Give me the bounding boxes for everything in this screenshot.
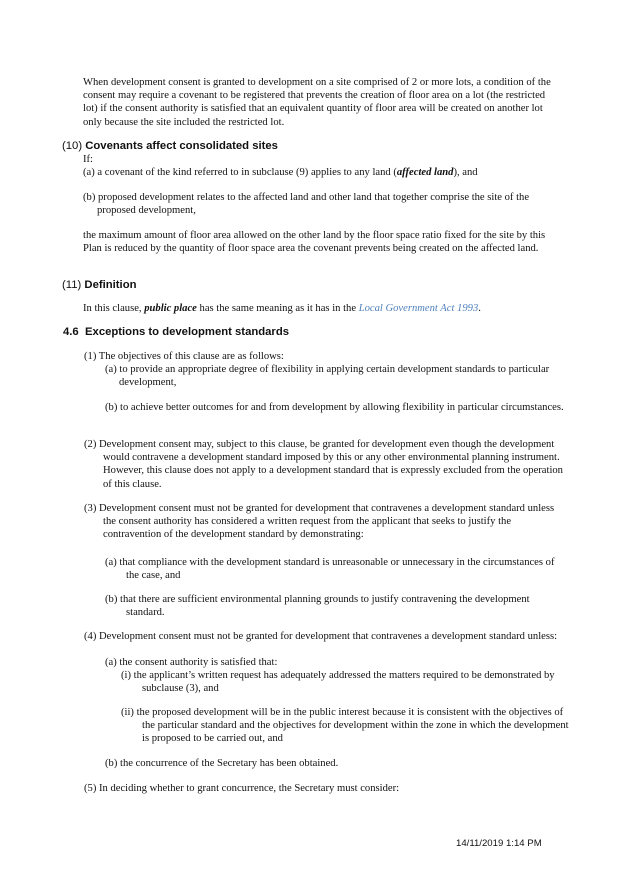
- subclause-10-item-a: [83, 166, 557, 179]
- subclause-10-closing: the maximum amount of floor area allowed on the other land by the floor space ratio fixed for the site by this Plan is reduced by the quantity of floor space area the covenant prevents being created on the affected land.: [83, 230, 546, 255]
- clause-4-6-subclause-2: (2) Development consent may, subject to this clause, be granted for development even though the development would contravene a development standard imposed by this or any other environmental planning instrument. However, this clause does not apply to a development standard that is expressly excluded from the operation of this clause.: [84, 439, 563, 490]
- subclause-4-item-a-i: (i) the applicant’s written request has adequately addressed the matters required to be demonstrated by subclause (3), and: [121, 670, 555, 695]
- clause-4-6-subclause-5: (5) In deciding whether to grant concurrence, the Secretary must consider:: [84, 783, 400, 794]
- subclause-10-item-b: (b) proposed development relates to the affected land and other land that together comprise the site of the proposed development,: [83, 192, 530, 217]
- subclause-1-item-b: (b) to achieve better outcomes for and from development by allowing flexibility in particular circumstances.: [105, 402, 564, 413]
- subclause-4-item-b: (b) the concurrence of the Secretary has been obtained.: [105, 758, 339, 769]
- intro-paragraph: When development consent is granted to development on a site comprised of 2 or more lots, a condition of the consent may require a covenant to be registered that prevents the creation of floor area on a lot (the restricted lot) if the consent authority is satisfied that an equivalent quantity of floor area will be created on another lot only because the site included the restricted lot.: [83, 77, 551, 128]
- subclause-number: (11): [62, 279, 82, 291]
- defined-term: public place: [144, 303, 197, 314]
- subclause-title: Definition: [84, 279, 137, 291]
- subclause-4-item-a: (a) the consent authority is satisfied that:: [105, 657, 278, 668]
- clause-number: 4.6: [63, 326, 79, 338]
- item-a-text: (a) a covenant of the kind referred to in subclause (9) applies to any land (: [83, 167, 397, 178]
- clause-4-6-subclause-4: (4) Development consent must not be granted for development that contravenes a development standard unless:: [84, 631, 558, 642]
- print-timestamp: 14/11/2019 1:14 PM: [456, 838, 542, 849]
- subclause-1-item-a: (a) to provide an appropriate degree of flexibility in applying certain development standards to particular development,: [105, 364, 550, 389]
- clause-4-6-subclause-1: (1) The objectives of this clause are as follows:: [84, 351, 284, 362]
- subclause-title: Covenants affect consolidated sites: [85, 140, 278, 152]
- clause-4-6-subclause-3: (3) Development consent must not be granted for development that contravenes a development standard unless the consent authority has considered a written request from the applicant that seeks to justify the contravention of the development standard by demonstrating:: [84, 503, 555, 541]
- subclause-number: (10): [62, 140, 83, 152]
- definition-end: .: [478, 303, 481, 314]
- definition-middle: has the same meaning as it has in the: [196, 303, 359, 314]
- subclause-10-heading: [62, 139, 562, 153]
- subclause-4-item-a-ii: (ii) the proposed development will be in the public interest because it is consistent with the objectives of the particular standard and the objectives for development within the zone in which the development is proposed to be carried out, and: [121, 707, 569, 745]
- clause-title: Exceptions to development standards: [85, 326, 290, 338]
- subclause-3-item-b: (b) that there are sufficient environmental planning grounds to justify contravening the development standard.: [105, 594, 530, 619]
- defined-term: affected land: [396, 167, 454, 178]
- subclause-11-heading: [62, 278, 562, 292]
- act-link[interactable]: Local Government Act 1993: [358, 303, 479, 314]
- item-a-end: ), and: [453, 167, 478, 178]
- clause-4-6-heading: [63, 325, 563, 339]
- if-text: If:: [83, 154, 93, 165]
- subclause-3-item-a: (a) that compliance with the development standard is unreasonable or unnecessary in the circumstances of the case, and: [105, 557, 555, 582]
- definition-text: [83, 302, 557, 315]
- definition-lead: In this clause,: [83, 303, 145, 314]
